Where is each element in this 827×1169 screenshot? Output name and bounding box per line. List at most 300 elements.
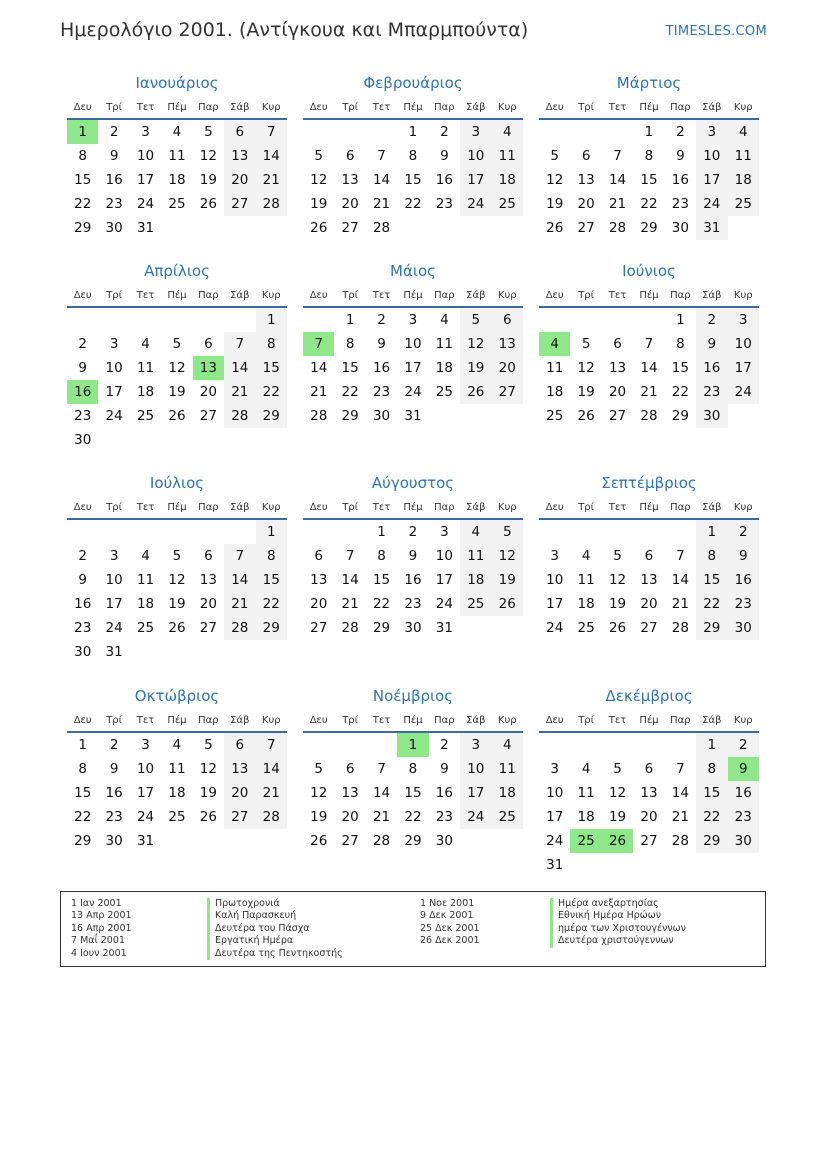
legend-holiday-name: Δευτέρα του Πάσχα (207, 923, 343, 935)
day-cell: 27 (199, 620, 217, 636)
week-row (539, 380, 759, 404)
day-cell: 22 (640, 196, 658, 212)
weekday-label: Σάβ (702, 102, 722, 113)
day-cell: 28 (256, 192, 287, 216)
day-cell: 26 (310, 833, 328, 849)
day-cell: 2 (109, 124, 119, 140)
day-cell: 20 (341, 809, 359, 825)
week-row (303, 592, 523, 616)
weekday-label: Τετ (372, 502, 391, 513)
day-cell: 24 (136, 196, 155, 212)
empty-cell (256, 428, 287, 452)
day-cell: 8 (377, 548, 386, 564)
week-row (67, 829, 287, 853)
day-cell: 14 (224, 568, 255, 592)
empty-cell (602, 308, 633, 332)
day-cell: 5 (581, 336, 591, 352)
month-name: Απρίλιος (144, 262, 210, 280)
empty-cell (161, 520, 192, 544)
day-cell: 1 (696, 733, 727, 757)
week-row (539, 757, 759, 781)
day-cell: 23 (728, 805, 759, 829)
weekday-label: Κυρ (261, 715, 281, 726)
weekday-label: Δευ (545, 290, 564, 301)
week-row (303, 544, 523, 568)
day-cell: 3 (460, 733, 491, 757)
day-cell: 29 (74, 220, 92, 236)
legend-date: 1 Νοε 2001 (420, 898, 475, 909)
day-cell: 30 (74, 644, 92, 660)
day-cell: 16 (372, 360, 391, 376)
week-row (303, 356, 523, 380)
day-cell: 21 (256, 168, 287, 192)
weekday-label: Σάβ (702, 715, 722, 726)
day-cell: 10 (105, 360, 123, 376)
day-cell: 8 (256, 332, 287, 356)
weekday-label: Σάβ (466, 290, 486, 301)
day-cell: 20 (608, 384, 627, 400)
weekday-label: Τρί (578, 502, 595, 513)
day-cell: 4 (141, 336, 150, 352)
day-cell: 10 (546, 572, 564, 588)
month-name: Ιανουάριος (135, 74, 219, 92)
day-cell: 24 (460, 805, 491, 829)
weekday-label: Πέμ (639, 290, 659, 301)
month-block (303, 260, 523, 428)
day-cell: 27 (199, 408, 217, 424)
empty-cell (696, 853, 727, 877)
weekday-header (67, 709, 287, 733)
empty-cell (224, 428, 255, 452)
empty-cell (366, 120, 397, 144)
weekday-label: Τρί (106, 102, 123, 113)
empty-cell (224, 216, 255, 240)
day-cell: 18 (136, 596, 155, 612)
day-cell: 5 (550, 148, 559, 164)
weekday-label: Τρί (578, 290, 595, 301)
weekday-header (539, 496, 759, 520)
day-cell: 28 (224, 404, 255, 428)
empty-cell (224, 640, 255, 664)
day-cell: 11 (168, 148, 186, 164)
day-cell: 24 (696, 192, 727, 216)
weekday-label: Παρ (670, 102, 691, 113)
empty-cell (633, 520, 664, 544)
day-cell: 13 (492, 332, 523, 356)
empty-cell (665, 520, 696, 544)
weekday-header (539, 709, 759, 733)
day-cell: 14 (256, 757, 287, 781)
day-cell: 2 (728, 733, 759, 757)
day-cell: 14 (671, 572, 689, 588)
weekday-label: Τρί (578, 102, 595, 113)
day-cell: 25 (435, 384, 453, 400)
day-cell: 18 (168, 785, 186, 801)
day-cell: 10 (546, 785, 564, 801)
day-cell: 7 (613, 148, 622, 164)
weekday-label: Κυρ (733, 502, 753, 513)
day-cell: 16 (404, 572, 422, 588)
day-cell: 26 (492, 592, 523, 616)
empty-cell (539, 520, 570, 544)
day-cell: 28 (256, 805, 287, 829)
day-cell: 1 (408, 124, 418, 140)
brand-logo[interactable]: TIMESLES.COM (665, 24, 767, 39)
day-cell: 8 (696, 757, 727, 781)
day-cell: 30 (728, 829, 759, 853)
week-row (539, 308, 759, 332)
day-cell: 1 (676, 312, 685, 328)
day-cell: 26 (199, 196, 217, 212)
day-cell: 22 (74, 809, 92, 825)
weekday-label: Πέμ (167, 502, 187, 513)
day-cell: 17 (105, 596, 123, 612)
day-cell: 22 (372, 596, 391, 612)
week-row (67, 144, 287, 168)
day-cell: 4 (141, 548, 150, 564)
day-cell: 25 (492, 805, 523, 829)
day-cell: 7 (224, 332, 255, 356)
day-cell: 26 (546, 220, 564, 236)
legend-holiday-name: Καλή Παρασκευή (207, 910, 343, 922)
weekday-header (539, 96, 759, 120)
weekday-label: Πέμ (639, 102, 659, 113)
empty-cell (193, 308, 224, 332)
weekday-label: Δευ (309, 502, 328, 513)
day-cell: 25 (136, 620, 155, 636)
day-cell: 30 (74, 432, 92, 448)
empty-cell (161, 829, 192, 853)
day-cell: 21 (256, 781, 287, 805)
day-cell: 13 (224, 144, 255, 168)
legend-holiday-name: Δευτέρα χριστούγεννων (550, 935, 686, 947)
day-cell: 19 (310, 809, 328, 825)
day-cell: 13 (224, 757, 255, 781)
weekday-label: Πέμ (403, 290, 423, 301)
empty-cell (334, 520, 365, 544)
day-cell: 4 (728, 120, 759, 144)
day-cell: 25 (546, 408, 564, 424)
day-cell: 14 (310, 360, 328, 376)
day-cell: 20 (224, 781, 255, 805)
day-cell: 4 (492, 733, 523, 757)
day-cell: 3 (440, 524, 449, 540)
day-cell: 31 (136, 833, 155, 849)
day-cell: 19 (168, 596, 186, 612)
month-block (67, 72, 287, 240)
day-cell: 14 (671, 785, 689, 801)
day-cell: 21 (224, 592, 255, 616)
day-cell: 19 (460, 356, 491, 380)
day-cell: 11 (136, 360, 155, 376)
day-cell: 11 (546, 360, 564, 376)
day-cell: 8 (345, 336, 355, 352)
week-row (539, 168, 759, 192)
day-cell: 8 (408, 148, 418, 164)
day-cell: 15 (404, 785, 422, 801)
weekday-label: Δευ (73, 502, 92, 513)
week-row (67, 168, 287, 192)
day-cell: 27 (224, 805, 255, 829)
legend-date: 7 Μαΐ 2001 (71, 935, 125, 947)
month-block (303, 472, 523, 640)
day-cell: 30 (696, 404, 727, 428)
weekday-label: Παρ (670, 502, 691, 513)
day-cell: 24 (404, 384, 422, 400)
day-cell: 21 (671, 809, 689, 825)
day-cell: 14 (640, 360, 658, 376)
day-cell: 29 (74, 833, 92, 849)
empty-cell (193, 640, 224, 664)
weekday-label: Δευ (545, 102, 564, 113)
day-cell: 28 (224, 616, 255, 640)
day-cell: 10 (696, 144, 727, 168)
day-cell: 1 (256, 308, 287, 332)
day-cell: 12 (199, 761, 217, 777)
day-cell: 19 (199, 785, 217, 801)
day-cell: 2 (728, 520, 759, 544)
day-cell: 2 (78, 336, 87, 352)
holiday-legend (60, 891, 766, 967)
legend-holiday-name: ημέρα των Χριστουγέννων (550, 923, 686, 935)
weekday-label: Τετ (136, 290, 155, 301)
day-cell: 22 (74, 196, 92, 212)
day-cell: 21 (608, 196, 627, 212)
day-cell: 17 (460, 168, 491, 192)
week-row (539, 120, 759, 144)
day-cell: 13 (608, 360, 627, 376)
empty-cell (570, 520, 601, 544)
weekday-label: Σάβ (466, 715, 486, 726)
weekday-label: Τρί (106, 290, 123, 301)
empty-cell (303, 733, 334, 757)
day-cell: 27 (341, 833, 359, 849)
day-cell: 16 (105, 172, 123, 188)
week-row (303, 332, 523, 356)
weekday-label: Σάβ (466, 502, 486, 513)
day-cell: 4 (581, 761, 591, 777)
weekday-label: Παρ (434, 290, 455, 301)
day-cell: 16 (67, 380, 98, 404)
day-cell: 12 (168, 360, 186, 376)
weekday-label: Κυρ (733, 290, 753, 301)
day-cell: 26 (199, 809, 217, 825)
empty-cell (665, 853, 696, 877)
empty-cell (193, 829, 224, 853)
weekday-label: Κυρ (497, 715, 517, 726)
day-cell: 9 (109, 761, 119, 777)
week-row (539, 216, 759, 240)
day-cell: 22 (404, 196, 422, 212)
day-cell: 18 (546, 384, 564, 400)
empty-cell (397, 216, 428, 240)
week-row (67, 592, 287, 616)
day-cell: 18 (136, 384, 155, 400)
day-cell: 28 (640, 408, 658, 424)
empty-cell (67, 520, 98, 544)
day-cell: 19 (168, 384, 186, 400)
day-cell: 14 (341, 572, 359, 588)
day-cell: 8 (78, 148, 87, 164)
week-row (539, 805, 759, 829)
day-cell: 25 (460, 592, 491, 616)
day-cell: 31 (105, 644, 123, 660)
day-cell: 7 (256, 120, 287, 144)
day-cell: 27 (577, 220, 595, 236)
day-cell: 28 (341, 620, 359, 636)
weekday-header (67, 496, 287, 520)
day-cell: 12 (310, 785, 328, 801)
weekday-label: Τετ (372, 102, 391, 113)
month-block (67, 260, 287, 452)
weekday-label: Σάβ (230, 102, 250, 113)
day-cell: 11 (492, 144, 523, 168)
weekday-label: Δευ (545, 502, 564, 513)
empty-cell (193, 428, 224, 452)
day-cell: 25 (492, 192, 523, 216)
day-cell: 14 (372, 785, 391, 801)
month-block (67, 472, 287, 664)
week-row (303, 192, 523, 216)
month-name: Μάιος (390, 262, 436, 280)
weekday-label: Δευ (73, 102, 92, 113)
day-cell: 6 (345, 148, 355, 164)
day-cell: 12 (577, 360, 595, 376)
month-name: Ιούλιος (149, 474, 205, 492)
day-cell: 20 (640, 809, 658, 825)
weekday-label: Πέμ (403, 102, 423, 113)
empty-cell (665, 733, 696, 757)
weekday-label: Τρί (342, 102, 359, 113)
empty-cell (570, 853, 601, 877)
weekday-label: Παρ (434, 102, 455, 113)
empty-cell (130, 640, 161, 664)
day-cell: 3 (550, 548, 559, 564)
day-cell: 21 (671, 596, 689, 612)
day-cell: 15 (256, 356, 287, 380)
week-row (539, 568, 759, 592)
day-cell: 3 (109, 336, 119, 352)
weekday-header (303, 284, 523, 308)
weekday-label: Παρ (434, 502, 455, 513)
empty-cell (98, 308, 129, 332)
day-cell: 23 (74, 408, 92, 424)
day-cell: 4 (172, 124, 182, 140)
day-cell: 10 (404, 336, 422, 352)
day-cell: 29 (256, 404, 287, 428)
day-cell: 2 (696, 308, 727, 332)
day-cell: 19 (577, 384, 595, 400)
day-cell: 13 (199, 572, 217, 588)
day-cell: 15 (74, 785, 92, 801)
weekday-label: Πέμ (639, 502, 659, 513)
day-cell: 6 (644, 761, 654, 777)
month-name: Αύγουστος (371, 474, 455, 492)
empty-cell (161, 308, 192, 332)
day-cell: 15 (404, 172, 422, 188)
day-cell: 13 (341, 172, 359, 188)
day-cell: 20 (310, 596, 328, 612)
weekday-label: Πέμ (403, 502, 423, 513)
day-cell: 27 (640, 620, 658, 636)
week-row (67, 192, 287, 216)
week-row (67, 428, 287, 452)
weekday-label: Παρ (670, 715, 691, 726)
day-cell: 23 (435, 196, 453, 212)
day-cell: 18 (460, 568, 491, 592)
empty-cell (334, 733, 365, 757)
weekday-label: Τετ (136, 102, 155, 113)
day-cell: 1 (345, 312, 355, 328)
day-cell: 6 (345, 761, 355, 777)
week-row (303, 144, 523, 168)
month-block (539, 685, 759, 877)
day-cell: 12 (460, 332, 491, 356)
month-name: Οκτώβριος (134, 687, 220, 705)
day-cell: 6 (581, 148, 591, 164)
empty-cell (633, 853, 664, 877)
day-cell: 26 (168, 408, 186, 424)
day-cell: 27 (608, 408, 627, 424)
day-cell: 7 (303, 332, 334, 356)
week-row (67, 781, 287, 805)
day-cell: 3 (141, 737, 150, 753)
day-cell: 19 (608, 596, 627, 612)
weekday-label: Τρί (106, 502, 123, 513)
day-cell: 15 (696, 568, 727, 592)
month-name: Νοέμβριος (372, 687, 454, 705)
weekday-label: Σάβ (230, 715, 250, 726)
day-cell: 11 (728, 144, 759, 168)
day-cell: 12 (168, 572, 186, 588)
day-cell: 23 (74, 620, 92, 636)
day-cell: 5 (314, 761, 323, 777)
day-cell: 31 (136, 220, 155, 236)
day-cell: 18 (577, 809, 595, 825)
weekday-label: Κυρ (497, 290, 517, 301)
empty-cell (130, 308, 161, 332)
day-cell: 25 (136, 408, 155, 424)
day-cell: 5 (613, 548, 622, 564)
day-cell: 21 (372, 196, 391, 212)
day-cell: 13 (640, 572, 658, 588)
day-cell: 22 (696, 592, 727, 616)
day-cell: 23 (372, 384, 391, 400)
day-cell: 3 (408, 312, 418, 328)
empty-cell (303, 308, 334, 332)
day-cell: 1 (644, 124, 654, 140)
day-cell: 24 (728, 380, 759, 404)
month-name: Ιούνιος (622, 262, 676, 280)
week-row (539, 544, 759, 568)
day-cell: 1 (696, 520, 727, 544)
day-cell: 20 (199, 384, 217, 400)
day-cell: 30 (404, 620, 422, 636)
empty-cell (429, 404, 460, 428)
empty-cell (256, 829, 287, 853)
empty-cell (224, 308, 255, 332)
week-row (539, 356, 759, 380)
empty-cell (130, 428, 161, 452)
day-cell: 18 (492, 781, 523, 805)
day-cell: 15 (74, 172, 92, 188)
day-cell: 9 (440, 761, 449, 777)
legend-date: 9 Δεκ 2001 (420, 910, 474, 922)
empty-cell (460, 216, 491, 240)
day-cell: 22 (671, 384, 689, 400)
day-cell: 19 (608, 809, 627, 825)
day-cell: 12 (492, 544, 523, 568)
